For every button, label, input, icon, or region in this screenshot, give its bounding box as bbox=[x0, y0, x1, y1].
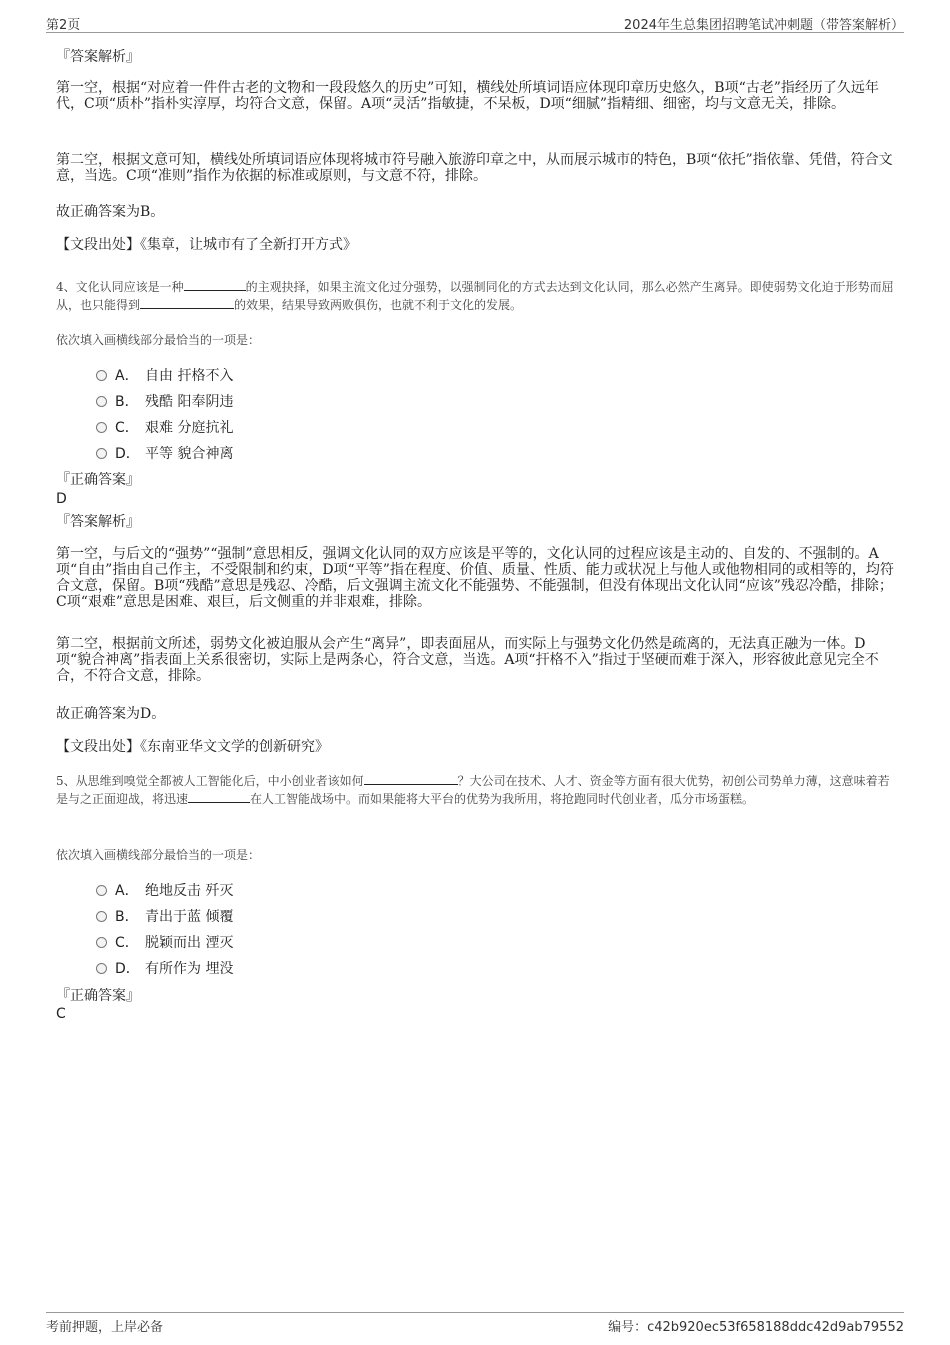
q5-answer-label: 『正确答案』 bbox=[56, 988, 140, 1004]
radio-icon[interactable] bbox=[96, 422, 107, 433]
q5-answer: C bbox=[56, 1006, 66, 1022]
question-4-prompt: 依次填入画横线部分最恰当的一项是： bbox=[56, 333, 261, 347]
radio-icon[interactable] bbox=[96, 911, 107, 922]
q5-option-b[interactable]: B． 青出于蓝 倾覆 bbox=[96, 908, 233, 926]
q4-option-b[interactable]: B． 残酷 阳奉阴违 bbox=[96, 393, 233, 411]
q4-option-a[interactable]: A． 自由 扞格不入 bbox=[96, 367, 233, 385]
q5-option-a[interactable]: A． 绝地反击 歼灭 bbox=[96, 882, 233, 900]
q5-option-c[interactable]: C． 脱颖而出 湮灭 bbox=[96, 934, 233, 952]
question-4-text: 4、文化认同应该是一种 的主观抉择，如果主流文化过分强势，以强制同化的方式去达到文化认同，那么必然产生离异。即使弱势文化迫于形势而屈从，也只能得到 的效果，结果导致两败俱伤，也就不利于文化的发展。 bbox=[56, 280, 894, 312]
prev-analysis-label: 『答案解析』 bbox=[56, 49, 140, 65]
q4-conclusion: 故正确答案为D。 bbox=[56, 706, 166, 722]
radio-icon[interactable] bbox=[96, 963, 107, 974]
document-title: 2024年生总集团招聘笔试冲刺题（带答案解析） bbox=[623, 18, 904, 33]
q4-answer-label: 『正确答案』 bbox=[56, 472, 140, 488]
q4-analysis-para-1: 第一空，与后文的“强势”“强制”意思相反，强调文化认同的双方应该是平等的，文化认同的过程应该是主动的、自发的、不强制的。A项“自由”指由自己作主，不受限制和约束，D项“平等”指在程度、价值、质量、性质、能力或状况上与他人或他物相同的或相等的，均符合文意，保留。B项“残酷”意思是残忍、冷酷，后文强调主流文化不能强势、不能强制，但没有体现出文化认同“应该”残忍冷酷，排除；C项“艰难”意思是困难、艰巨，后文侧重的并非艰难，排除。 bbox=[56, 546, 894, 610]
prev-source: 【文段出处】《集章，让城市有了全新打开方式》 bbox=[56, 237, 357, 253]
radio-icon[interactable] bbox=[96, 885, 107, 896]
q4-analysis-para-2: 第二空，根据前文所述，弱势文化被迫服从会产生“离异”，即表面屈从，而实际上与强势文化仍然是疏离的，无法真正融为一体。D项“貌合神离”指表面上关系很密切，实际上是两条心，符合文意，当选。A项“扞格不入”指过于坚硬而难于深入，形容彼此意见完全不合，不符合文意，排除。 bbox=[56, 636, 879, 684]
page-number: 第2页 bbox=[46, 18, 81, 33]
prev-analysis-para-1: 第一空，根据“对应着一件件古老的文物和一段段悠久的历史”可知，横线处所填词语应体现印章历史悠久，B项“古老”指经历了久远年代，C项“质朴”指朴实淳厚，均符合文意，保留。A项“灵活”指敏捷，不呆板，D项“细腻”指精细、细密，均与文意无关，排除。 bbox=[56, 80, 879, 112]
q4-source: 【文段出处】《东南亚华文文学的创新研究》 bbox=[56, 739, 329, 755]
q4-analysis-label: 『答案解析』 bbox=[56, 514, 140, 530]
q4-option-c[interactable]: C． 艰难 分庭抗礼 bbox=[96, 419, 233, 437]
radio-icon[interactable] bbox=[96, 937, 107, 948]
page-footer bbox=[46, 1312, 904, 1335]
q4-answer: D bbox=[56, 491, 67, 507]
prev-analysis-para-2: 第二空，根据文意可知，横线处所填词语应体现将城市符号融入旅游印章之中，从而展示城市的特色，B项“依托”指依靠、凭借，符合文意，当选。C项“准则”指作为依据的标准或原则，与文意不符，排除。 bbox=[56, 152, 893, 184]
footer-slogan: 考前押题，上岸必备 bbox=[46, 1320, 164, 1335]
blank-2 bbox=[140, 296, 234, 309]
blank-2 bbox=[188, 790, 250, 803]
q4-option-d[interactable]: D． 平等 貌合神离 bbox=[96, 445, 233, 463]
radio-icon[interactable] bbox=[96, 370, 107, 381]
radio-icon[interactable] bbox=[96, 396, 107, 407]
blank-1 bbox=[184, 278, 246, 291]
radio-icon[interactable] bbox=[96, 448, 107, 459]
q5-option-d[interactable]: D． 有所作为 埋没 bbox=[96, 960, 233, 978]
footer-serial: 编号：c42b920ec53f658188ddc42d9ab79552 bbox=[608, 1320, 904, 1335]
question-5-prompt: 依次填入画横线部分最恰当的一项是： bbox=[56, 848, 261, 862]
page-header bbox=[46, 14, 904, 33]
blank-1 bbox=[364, 772, 458, 785]
question-5-text: 5、从思维到嗅觉全都被人工智能化后，中小创业者该如何 ？大公司在技术、人才、资金等方面有很大优势，初创公司势单力薄，这意味着若是与之正面迎战，将迅速 在人工智能战场中。而如果能将大平台的优势为我所用，将抢跑同时代创业者，瓜分市场蛋糕。 bbox=[56, 774, 890, 806]
prev-conclusion: 故正确答案为B。 bbox=[56, 204, 165, 220]
